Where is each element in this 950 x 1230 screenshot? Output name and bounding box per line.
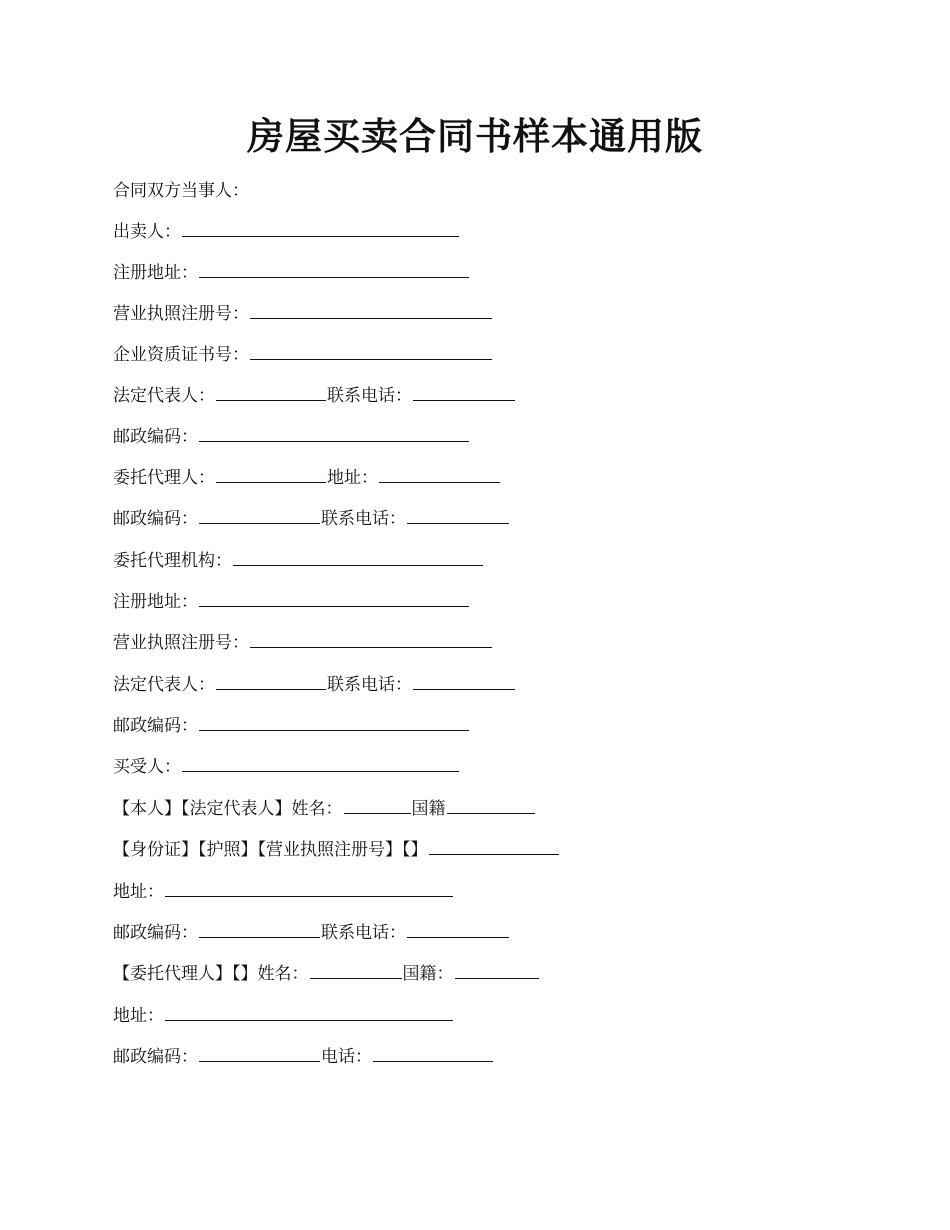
field-line-seller-business-license xyxy=(113,301,493,327)
field-line-agency xyxy=(113,548,484,574)
field-label: 【本人】【法定代表人】姓名： xyxy=(113,799,343,819)
field-label: 营业执照注册号： xyxy=(113,304,249,324)
fill-in-blank[interactable] xyxy=(250,342,492,360)
document-title: 房屋买卖合同书样本通用版 xyxy=(247,114,703,158)
fill-in-blank[interactable] xyxy=(413,383,515,401)
field-label: 地址： xyxy=(327,468,378,488)
fill-in-blank[interactable] xyxy=(455,961,539,979)
field-label: 法定代表人： xyxy=(113,386,215,406)
fill-in-blank[interactable] xyxy=(250,301,492,319)
field-line-buyer xyxy=(113,754,460,780)
fill-in-blank[interactable] xyxy=(216,465,326,483)
fill-in-blank[interactable] xyxy=(216,383,326,401)
fill-in-blank[interactable] xyxy=(199,920,320,938)
field-label: 注册地址： xyxy=(113,592,198,612)
field-label: 联系电话： xyxy=(321,509,406,529)
field-label: 【身份证】【护照】【营业执照注册号】【】 xyxy=(113,840,428,860)
field-label: 买受人： xyxy=(113,757,181,777)
fill-in-blank[interactable] xyxy=(413,672,515,690)
field-label: 营业执照注册号： xyxy=(113,633,249,653)
field-line-buyer-id-document xyxy=(113,837,560,863)
fill-in-blank[interactable] xyxy=(447,796,535,814)
fill-in-blank[interactable] xyxy=(216,672,326,690)
field-line-buyer-agent-postal xyxy=(113,1044,494,1070)
fill-in-blank[interactable] xyxy=(199,713,469,731)
fill-in-blank[interactable] xyxy=(199,589,469,607)
fill-in-blank[interactable] xyxy=(407,920,509,938)
fill-in-blank[interactable] xyxy=(429,837,559,855)
field-line-buyer-agent xyxy=(113,961,540,987)
fill-in-blank[interactable] xyxy=(379,465,500,483)
field-label: 地址： xyxy=(113,882,164,902)
field-line-buyer-postal xyxy=(113,920,510,946)
field-label: 合同双方当事人： xyxy=(113,181,249,201)
fill-in-blank[interactable] xyxy=(373,1044,493,1062)
field-label: 联系电话： xyxy=(327,675,412,695)
field-line-seller-legal-rep xyxy=(113,383,516,409)
field-label: 委托代理人： xyxy=(113,468,215,488)
field-line-agency-postal-code xyxy=(113,713,470,739)
field-label: 地址： xyxy=(113,1006,164,1026)
field-label: 国籍 xyxy=(411,799,446,819)
fill-in-blank[interactable] xyxy=(199,424,469,442)
field-line-seller-qualification-cert xyxy=(113,342,493,368)
fill-in-blank[interactable] xyxy=(310,961,402,979)
field-line-buyer-name-nationality xyxy=(113,796,536,822)
field-label: 联系电话： xyxy=(321,923,406,943)
field-line-agency-legal-rep xyxy=(113,672,516,698)
field-label: 【委托代理人】【】姓名： xyxy=(113,964,309,984)
field-label: 联系电话： xyxy=(327,386,412,406)
field-label: 邮政编码： xyxy=(113,923,198,943)
field-line-seller xyxy=(113,219,460,245)
field-line-parties-heading xyxy=(113,178,249,204)
fill-in-blank[interactable] xyxy=(199,1044,320,1062)
field-label: 出卖人： xyxy=(113,222,181,242)
field-line-buyer-agent-address xyxy=(113,1003,454,1029)
fill-in-blank[interactable] xyxy=(344,796,411,814)
field-line-seller-agent-postal xyxy=(113,506,510,532)
fill-in-blank[interactable] xyxy=(182,219,459,237)
field-line-agency-registered-address xyxy=(113,589,470,615)
fill-in-blank[interactable] xyxy=(233,548,483,566)
field-line-agency-business-license xyxy=(113,630,493,656)
field-line-seller-agent xyxy=(113,465,501,491)
field-line-seller-postal-code xyxy=(113,424,470,450)
field-label: 电话： xyxy=(321,1047,372,1067)
field-line-buyer-address xyxy=(113,879,454,905)
field-label: 邮政编码： xyxy=(113,427,198,447)
field-label: 国籍： xyxy=(402,964,454,984)
fill-in-blank[interactable] xyxy=(165,879,453,897)
field-label: 邮政编码： xyxy=(113,1047,198,1067)
field-line-seller-registered-address xyxy=(113,260,470,286)
fill-in-blank[interactable] xyxy=(199,260,469,278)
fill-in-blank[interactable] xyxy=(250,630,492,648)
field-label: 注册地址： xyxy=(113,263,198,283)
fill-in-blank[interactable] xyxy=(407,506,509,524)
fill-in-blank[interactable] xyxy=(199,506,320,524)
field-label: 委托代理机构： xyxy=(113,551,232,571)
fill-in-blank[interactable] xyxy=(182,754,459,772)
field-label: 企业资质证书号： xyxy=(113,345,249,365)
field-label: 邮政编码： xyxy=(113,716,198,736)
field-label: 法定代表人： xyxy=(113,675,215,695)
fill-in-blank[interactable] xyxy=(165,1003,453,1021)
field-label: 邮政编码： xyxy=(113,509,198,529)
